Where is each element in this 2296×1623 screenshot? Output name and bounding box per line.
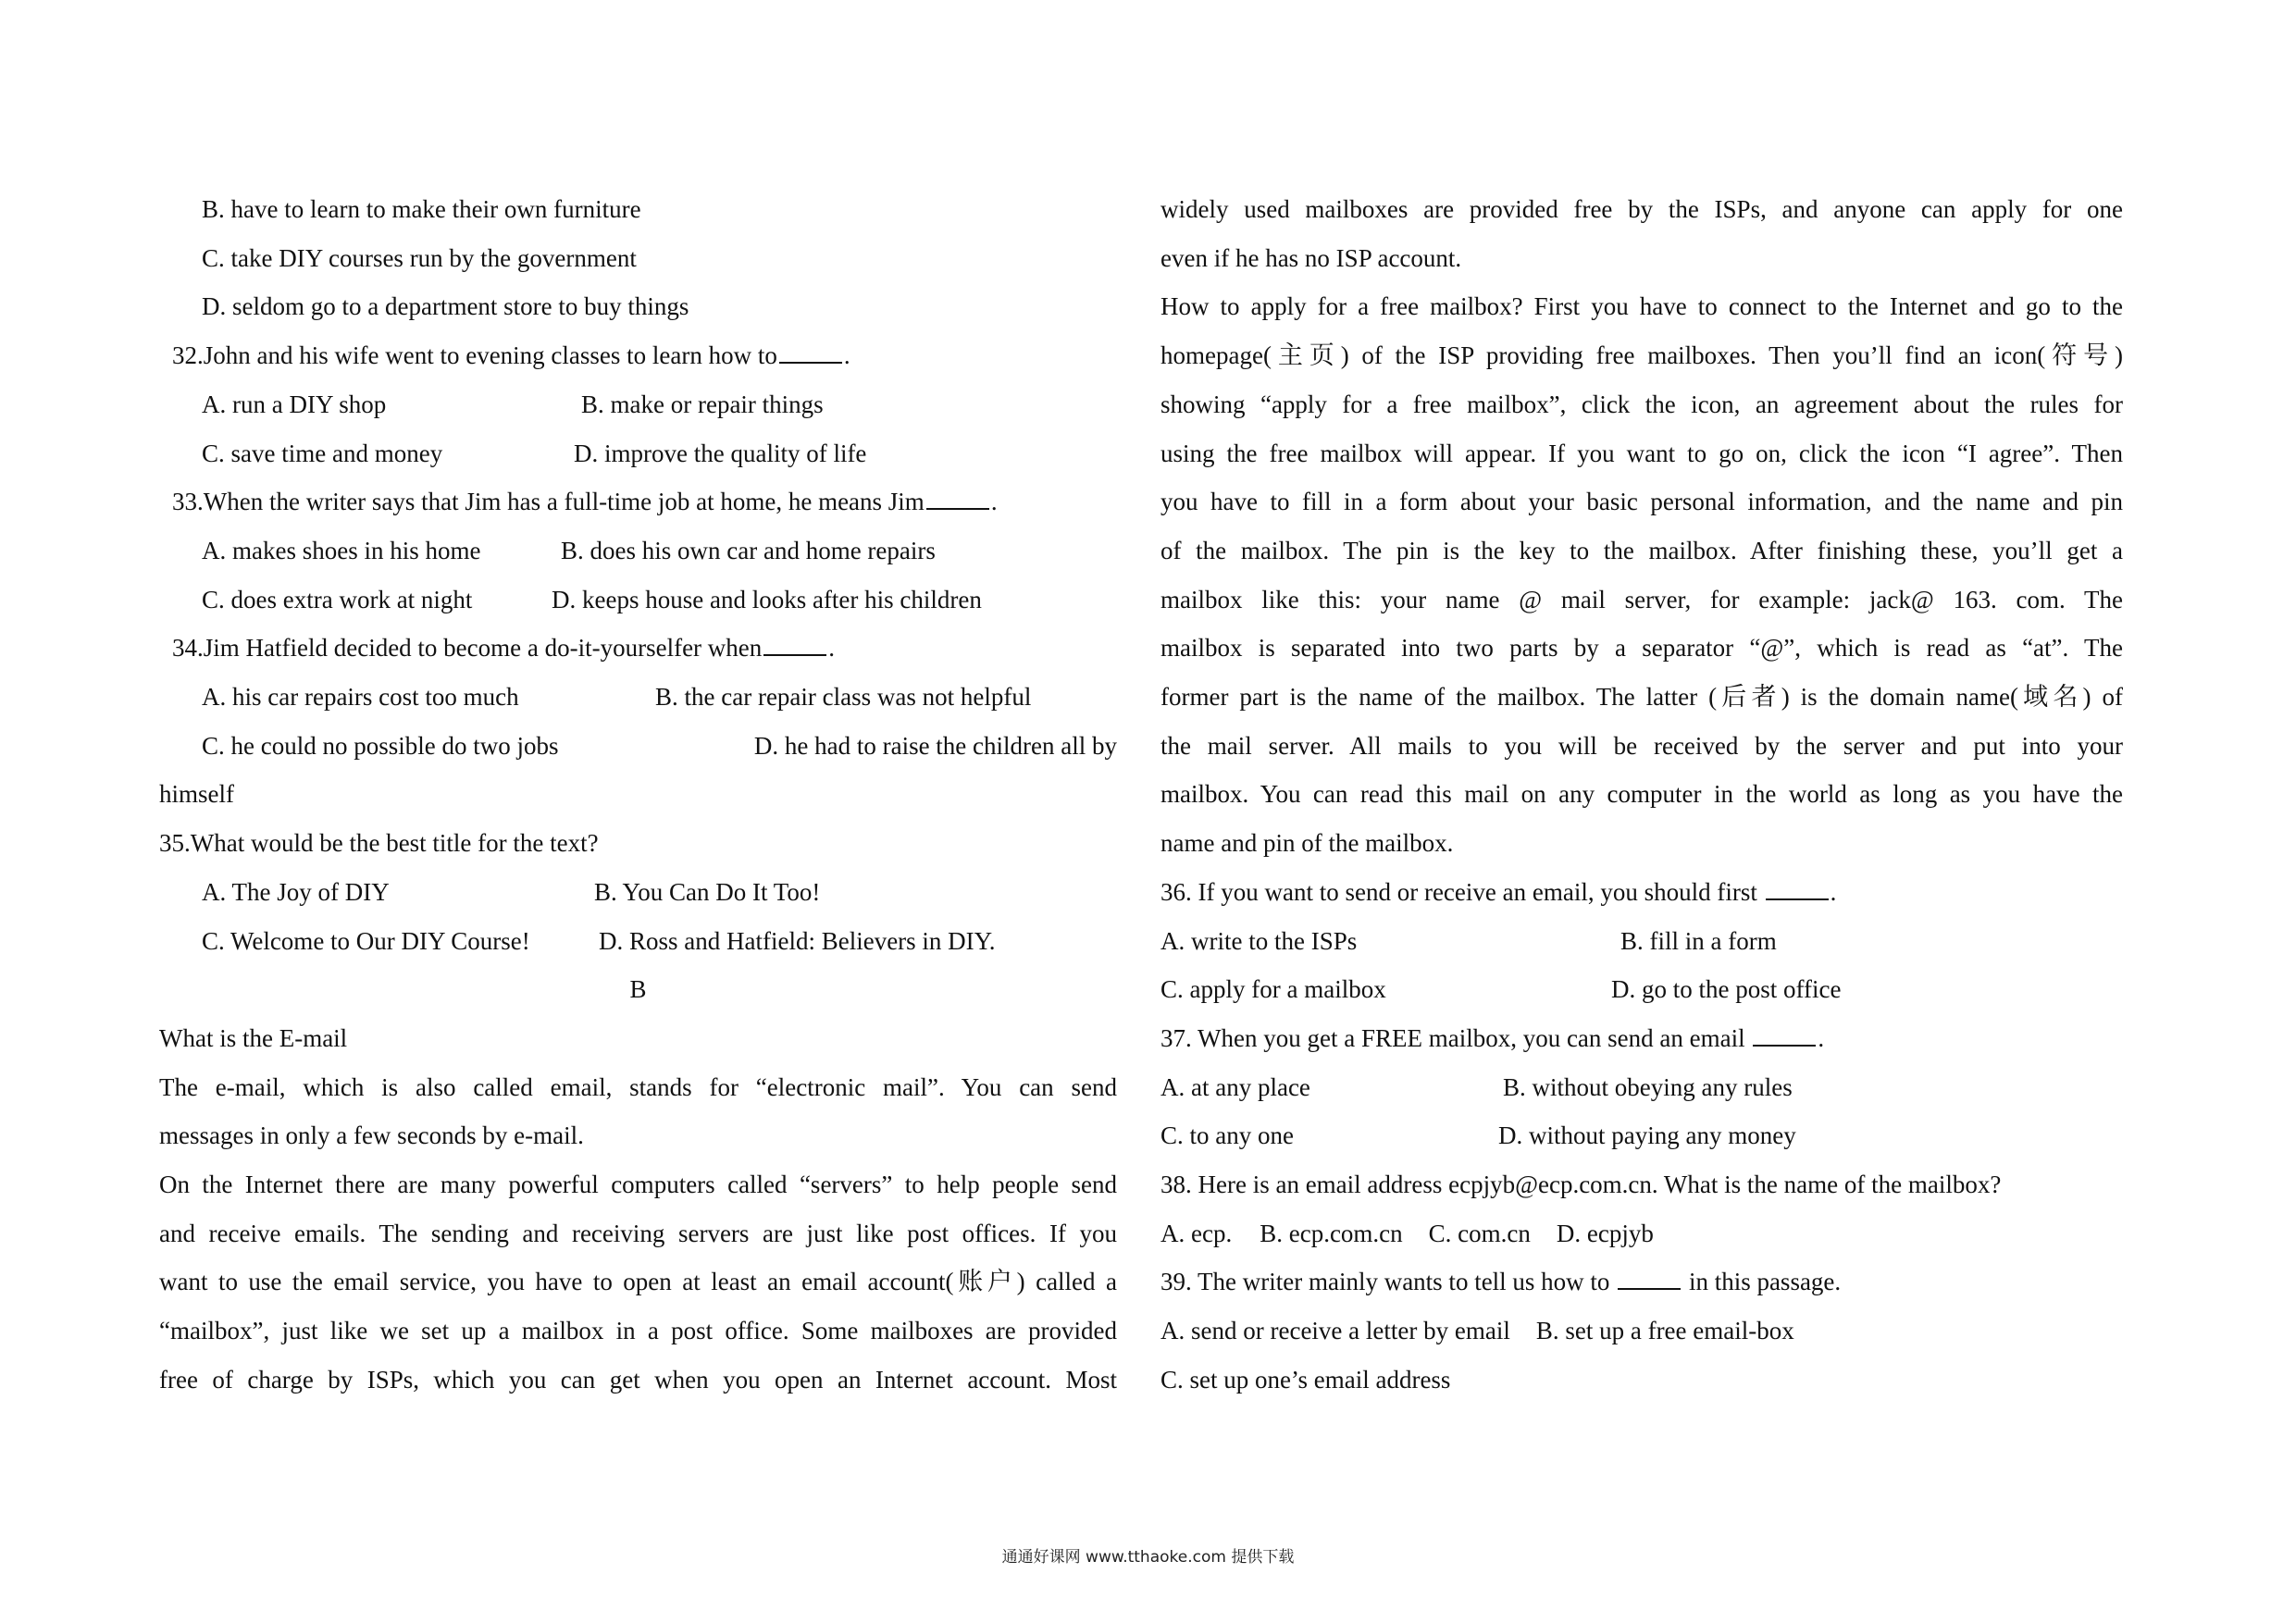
q38-option-c: C. com.cn xyxy=(1428,1219,1531,1247)
q38-option-b: B. ecp.com.cn xyxy=(1260,1219,1403,1247)
q39-option-c: C. set up one’s email address xyxy=(1160,1365,1451,1394)
question-33-text: 33.When the writer says that Jim has a full-time job at home, he means Jim xyxy=(172,488,925,516)
passage-line: widely used mailboxes are provided free by the ISPs, and anyone can apply for one xyxy=(1160,195,2123,223)
q38-option-d: D. ecpjyb xyxy=(1556,1219,1654,1247)
question-33: 33.When the writer says that Jim has a full-time job at home, he means Jim . xyxy=(172,488,998,516)
question-32-text: 32.John and his wife went to evening classes to learn how to xyxy=(172,341,777,370)
q39-option-a: A. send or receive a letter by email xyxy=(1160,1317,1510,1345)
passage-line: you have to fill in a form about your basic personal information, and the name and pin xyxy=(1160,488,2123,516)
passage-line: of the mailbox. The pin is the key to the mailbox. After finishing these, you’ll get a xyxy=(1160,536,2123,564)
passage-line: mailbox is separated into two parts by a separator “@”, which is read as “at”. The xyxy=(1160,634,2123,663)
q37-option-d: D. without paying any money xyxy=(1498,1121,1796,1150)
q36-option-a: A. write to the ISPs xyxy=(1160,926,1358,955)
passage-line: How to apply for a free mailbox? First you have to connect to the Internet and go to the xyxy=(1160,292,2123,321)
passage-line: want to use the email service, you have to open at least an email account(账户) called a xyxy=(159,1268,1117,1296)
question-38: 38. Here is an email address ecpjyb@ecp.com.cn. What is the name of the mailbox? xyxy=(1160,1171,2002,1199)
q37-option-c: C. to any one xyxy=(1160,1121,1294,1150)
question-32: 32.John and his wife went to evening classes to learn how to . xyxy=(172,341,850,370)
q37-options-row2 xyxy=(1160,1111,2123,1160)
q34-option-a: A. his car repairs cost too much xyxy=(202,683,519,712)
passage-line: mailbox. You can read this mail on any computer in the world as long as you have the xyxy=(1160,780,2123,809)
q32-options-row1 xyxy=(159,380,1117,429)
q34-option-b: B. the car repair class was not helpful xyxy=(655,683,1032,712)
q36-option-c: C. apply for a mailbox xyxy=(1160,975,1386,1004)
q32-options-row2 xyxy=(159,429,1117,478)
q35-options-row1 xyxy=(159,868,1117,917)
q33-option-c: C. does extra work at night xyxy=(202,585,473,613)
q34-option-d: D. he had to raise the children all by xyxy=(753,731,1117,760)
question-36: 36. If you want to send or receive an email, you should first . xyxy=(1160,877,1837,906)
q34-options-row2 xyxy=(159,722,1117,771)
q38-options-row xyxy=(1160,1209,2123,1258)
q34-option-d-continued: himself xyxy=(159,780,234,809)
q39-options-row1 xyxy=(1160,1307,2123,1356)
q32-option-c: C. save time and money xyxy=(202,439,443,467)
passage-line: name and pin of the mailbox. xyxy=(1160,829,1454,858)
answer-blank xyxy=(1753,1024,1816,1047)
q31-option-c: C. take DIY courses run by the government xyxy=(202,243,637,272)
q36-options-row2 xyxy=(1160,965,2123,1014)
q35-option-d: D. Ross and Hatfield: Believers in DIY. xyxy=(599,926,996,955)
passage-line: even if he has no ISP account. xyxy=(1160,243,1462,272)
question-37: 37. When you get a FREE mailbox, you can send an email . xyxy=(1160,1023,1825,1052)
question-36-text: 36. If you want to send or receive an email, you should first xyxy=(1160,877,1757,906)
passage-line: free of charge by ISPs, which you can get when you open an Internet account. Most xyxy=(159,1365,1117,1394)
passage-line: The e-mail, which is also called email, stands for “electronic mail”. You can send xyxy=(159,1072,1117,1101)
q37-options-row1 xyxy=(1160,1063,2123,1112)
q35-option-b: B. You Can Do It Too! xyxy=(594,877,821,906)
q36-options-row1 xyxy=(1160,917,2123,966)
passage-line: and receive emails. The sending and receiving servers are just like post offices. If you xyxy=(159,1219,1117,1247)
passage-line: “mailbox”, just like we set up a mailbox in a post office. Some mailboxes are provided xyxy=(159,1317,1117,1345)
q36-option-b: B. fill in a form xyxy=(1620,926,1777,955)
q35-options-row2 xyxy=(159,917,1117,966)
q33-option-a: A. makes shoes in his home xyxy=(202,536,481,564)
passage-line: On the Internet there are many powerful computers called “servers” to help people send xyxy=(159,1171,1117,1199)
question-37-text: 37. When you get a FREE mailbox, you can send an email xyxy=(1160,1023,1745,1052)
q32-option-b: B. make or repair things xyxy=(581,390,824,418)
question-39 xyxy=(1160,1258,2123,1307)
right-column xyxy=(1160,185,2123,1405)
q35-option-a: A. The Joy of DIY xyxy=(202,877,390,906)
q38-option-a: A. ecp. xyxy=(1160,1219,1233,1247)
passage-line: messages in only a few seconds by e-mail. xyxy=(159,1121,584,1150)
answer-blank xyxy=(1618,1268,1681,1290)
q34-option-c: C. he could no possible do two jobs xyxy=(202,731,559,760)
q33-option-d: D. keeps house and looks after his children xyxy=(552,585,982,613)
q33-options-row1 xyxy=(159,527,1117,576)
passage-line: showing “apply for a free mailbox”, click the icon, an agreement about the rules for xyxy=(1160,390,2123,418)
q33-option-b: B. does his own car and home repairs xyxy=(561,536,936,564)
passage-line: the mail server. All mails to you will be received by the server and put into your xyxy=(1160,731,2123,760)
q37-option-b: B. without obeying any rules xyxy=(1503,1072,1793,1101)
left-column xyxy=(159,185,1117,1405)
page-footer: 通通好课网 www.tthaoke.com 提供下载 xyxy=(1001,1548,1295,1567)
question-39-tail: in this passage. xyxy=(1688,1268,1842,1296)
question-34-text: 34.Jim Hatfield decided to become a do-it-yourselfer when xyxy=(172,634,763,663)
answer-blank xyxy=(779,341,842,364)
q35-option-c: C. Welcome to Our DIY Course! xyxy=(202,926,530,955)
q36-option-d: D. go to the post office xyxy=(1611,975,1842,1004)
q37-option-a: A. at any place xyxy=(1160,1072,1310,1101)
question-34: 34.Jim Hatfield decided to become a do-it-yourselfer when . xyxy=(172,634,836,663)
q32-option-d: D. improve the quality of life xyxy=(574,439,867,467)
q32-option-a: A. run a DIY shop xyxy=(202,390,387,418)
answer-blank xyxy=(763,634,826,656)
section-heading: B xyxy=(629,975,647,1004)
passage-line: homepage(主页) of the ISP providing free mailboxes. Then you’ll find an icon(符号) xyxy=(1160,341,2123,370)
question-39-text: 39. The writer mainly wants to tell us how to xyxy=(1160,1268,1610,1296)
passage-title: What is the E-mail xyxy=(159,1023,348,1052)
q31-option-d: D. seldom go to a department store to buy things xyxy=(202,292,689,321)
q33-options-row2 xyxy=(159,576,1117,625)
passage-line: mailbox like this: your name @ mail server, for example: jack@ 163. com. The xyxy=(1160,585,2123,613)
passage-line: former part is the name of the mailbox. The latter (后者) is the domain name(域名) of xyxy=(1160,683,2123,712)
q34-options-row1 xyxy=(159,673,1117,722)
q39-option-b: B. set up a free email-box xyxy=(1535,1317,1794,1345)
q31-option-b: B. have to learn to make their own furniture xyxy=(202,195,641,223)
passage-line: using the free mailbox will appear. If you want to go on, click the icon “I agree”. Then xyxy=(1160,439,2123,467)
question-35: 35.What would be the best title for the text? xyxy=(159,829,599,858)
answer-blank xyxy=(926,488,989,510)
answer-blank xyxy=(1766,878,1829,900)
